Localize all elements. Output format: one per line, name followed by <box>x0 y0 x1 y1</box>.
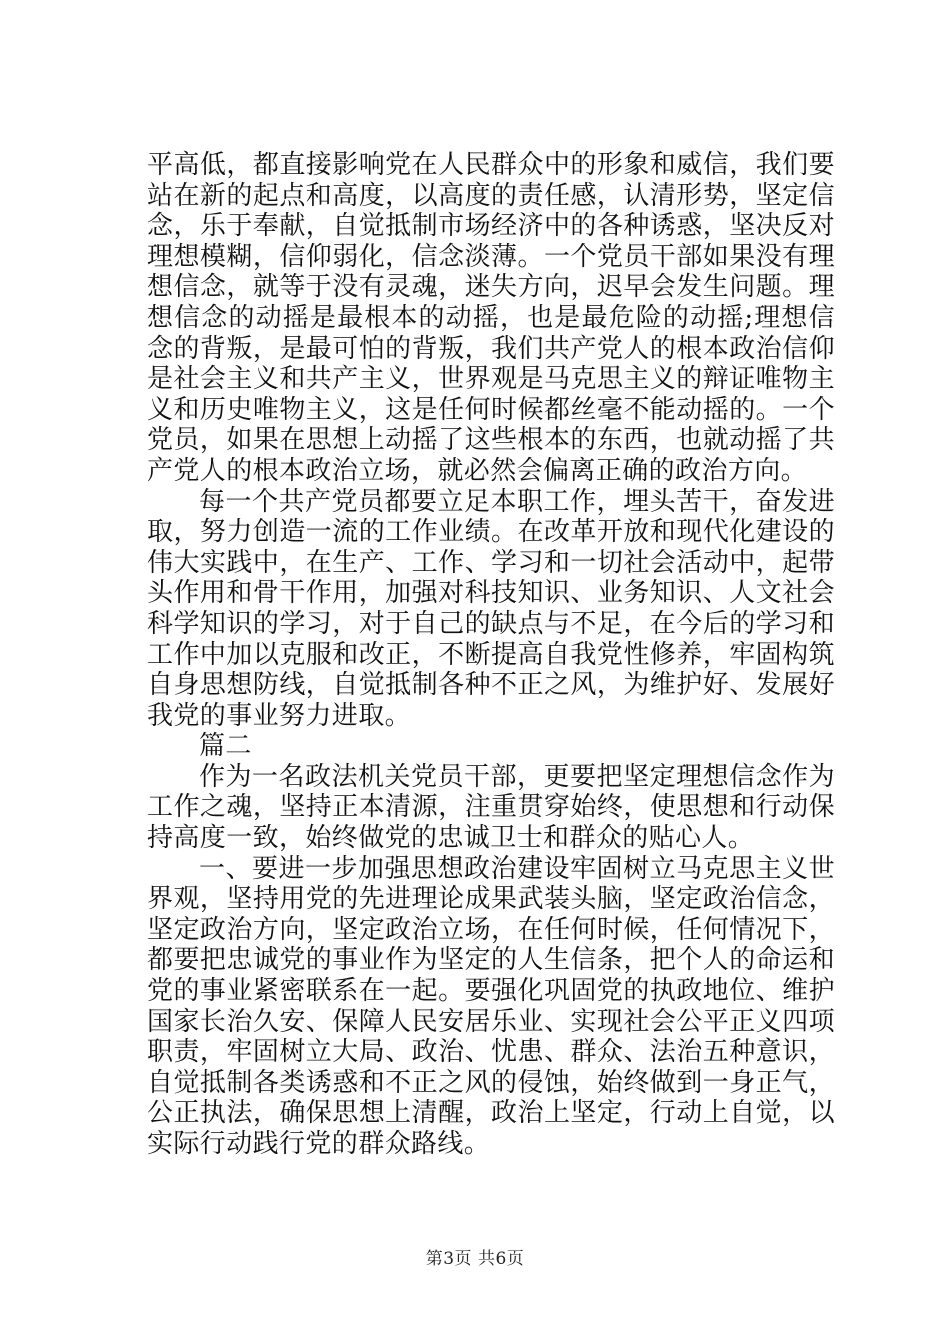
paragraph-3: 作为一名政法机关党员干部，更要把坚定理想信念作为工作之魂，坚持正本清源，注重贯穿始终，使思想和行动保持高度一致，始终做党的忠诚卫士和群众的贴心人。 <box>147 761 835 854</box>
section-heading: 篇二 <box>199 731 252 762</box>
page-number-footer: 第3页 共6页 <box>425 1249 525 1269</box>
paragraph-1: 平高低，都直接影响党在人民群众中的形象和威信，我们要站在新的起点和高度，以高度的责任感，认清形势，坚定信念，乐于奉献，自觉抵制市场经济中的各种诱惑，坚决反对理想模糊，信仰弱化，信念淡薄。一个党员干部如果没有理想信念，就等于没有灵魂，迷失方向，迟早会发生问题。理想信念的动摇是最根本的动摇，也是最危险的动摇;理想信念的背叛，是最可怕的背叛，我们共产党人的根本政治信仰是社会主义和共产主义，世界观是马克思主义的辩证唯物主义和历史唯物主义，这是任何时候都丝毫不能动摇的。一个党员，如果在思想上动摇了这些根本的东西，也就动摇了共产党人的根本政治立场，就必然会偏离正确的政治方向。 <box>147 150 835 486</box>
paragraph-4: 一、要进一步加强思想政治建设牢固树立马克思主义世界观，坚持用党的先进理论成果武装头脑，坚定政治信念，坚定政治方向，坚定政治立场，在任何时候，任何情况下，都要把忠诚党的事业作为坚定的人生信条，把个人的命运和党的事业紧密联系在一起。要强化巩固党的执政地位、维护国家长治久安、保障人民安居乐业、实现社会公平正义四项职责，牢固树立大局、政治、忧患、群众、法治五种意识，自觉抵制各类诱惑和不正之风的侵蚀，始终做到一身正气，公正执法，确保思想上清醒，政治上坚定，行动上自觉，以实际行动践行党的群众路线。 <box>147 853 835 1159</box>
document-body <box>147 150 835 1160</box>
paragraph-2: 每一个共产党员都要立足本职工作，埋头苦干，奋发进取，努力创造一流的工作业绩。在改革开放和现代化建设的伟大实践中，在生产、工作、学习和一切社会活动中，起带头作用和骨干作用，加强对科技知识、业务知识、人文社会科学知识的学习，对于自己的缺点与不足，在今后的学习和工作中加以克服和改正，不断提高自我党性修养，牢固构筑自身思想防线，自觉抵制各种不正之风，为维护好、发展好我党的事业努力进取。 <box>147 486 835 731</box>
